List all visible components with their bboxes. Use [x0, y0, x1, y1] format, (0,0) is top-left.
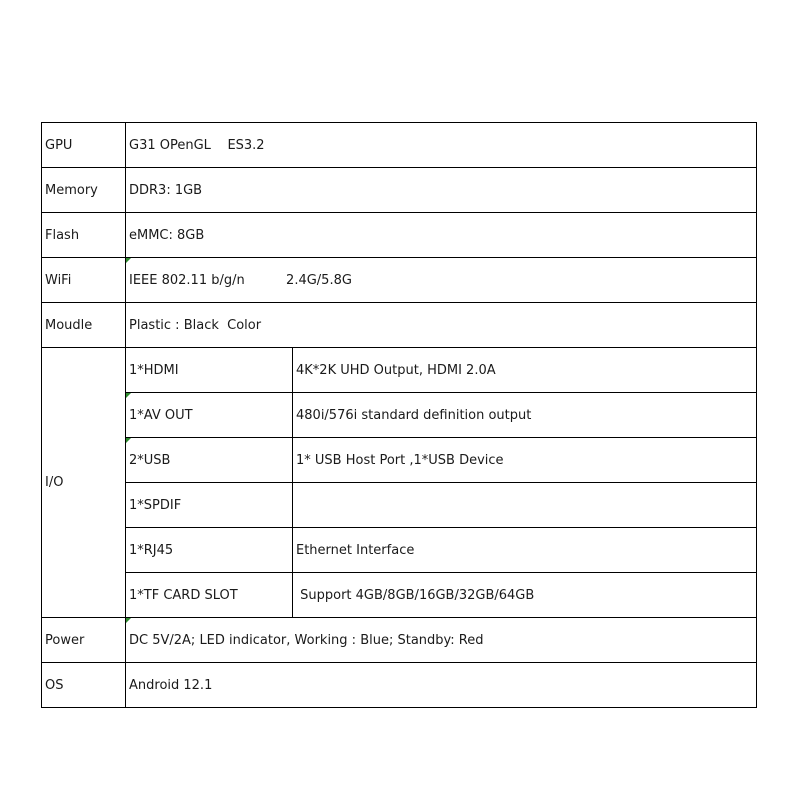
io-port: 1*RJ45: [126, 528, 293, 573]
io-port: 1*SPDIF: [126, 483, 293, 528]
io-port: 2*USB: [126, 438, 293, 483]
io-row-rj45: [42, 528, 757, 573]
spec-value: DDR3: 1GB: [126, 168, 757, 213]
io-description: Ethernet Interface: [293, 528, 757, 573]
io-row-av-out: [42, 393, 757, 438]
spec-row-gpu: [42, 123, 757, 168]
io-port: 1*AV OUT: [126, 393, 293, 438]
io-row-hdmi: [42, 348, 757, 393]
io-row-spdif: [42, 483, 757, 528]
spec-value: IEEE 802.11 b/g/n 2.4G/5.8G: [126, 258, 757, 303]
spec-label: OS: [42, 663, 126, 708]
spec-row-flash: [42, 213, 757, 258]
spec-value: G31 OPenGL ES3.2: [126, 123, 757, 168]
spec-value: DC 5V/2A; LED indicator, Working : Blue; Standby: Red: [126, 618, 757, 663]
io-description: 4K*2K UHD Output, HDMI 2.0A: [293, 348, 757, 393]
spec-row-power: [42, 618, 757, 663]
spec-value: Plastic : Black Color: [126, 303, 757, 348]
spec-label: Power: [42, 618, 126, 663]
io-description: 1* USB Host Port ,1*USB Device: [293, 438, 757, 483]
io-row-tf-card: [42, 573, 757, 618]
spec-value: eMMC: 8GB: [126, 213, 757, 258]
spec-row-memory: [42, 168, 757, 213]
io-row-usb: [42, 438, 757, 483]
spec-label: GPU: [42, 123, 126, 168]
io-description: 480i/576i standard definition output: [293, 393, 757, 438]
spec-label: Flash: [42, 213, 126, 258]
io-port: 1*HDMI: [126, 348, 293, 393]
spec-table: [41, 122, 757, 708]
spec-label: Moudle: [42, 303, 126, 348]
spec-label: WiFi: [42, 258, 126, 303]
spec-row-module: [42, 303, 757, 348]
spec-label: Memory: [42, 168, 126, 213]
io-description: [293, 483, 757, 528]
io-label: I/O: [42, 348, 126, 618]
io-description: Support 4GB/8GB/16GB/32GB/64GB: [293, 573, 757, 618]
spec-value: Android 12.1: [126, 663, 757, 708]
io-port: 1*TF CARD SLOT: [126, 573, 293, 618]
spec-row-os: [42, 663, 757, 708]
spec-row-wifi: [42, 258, 757, 303]
